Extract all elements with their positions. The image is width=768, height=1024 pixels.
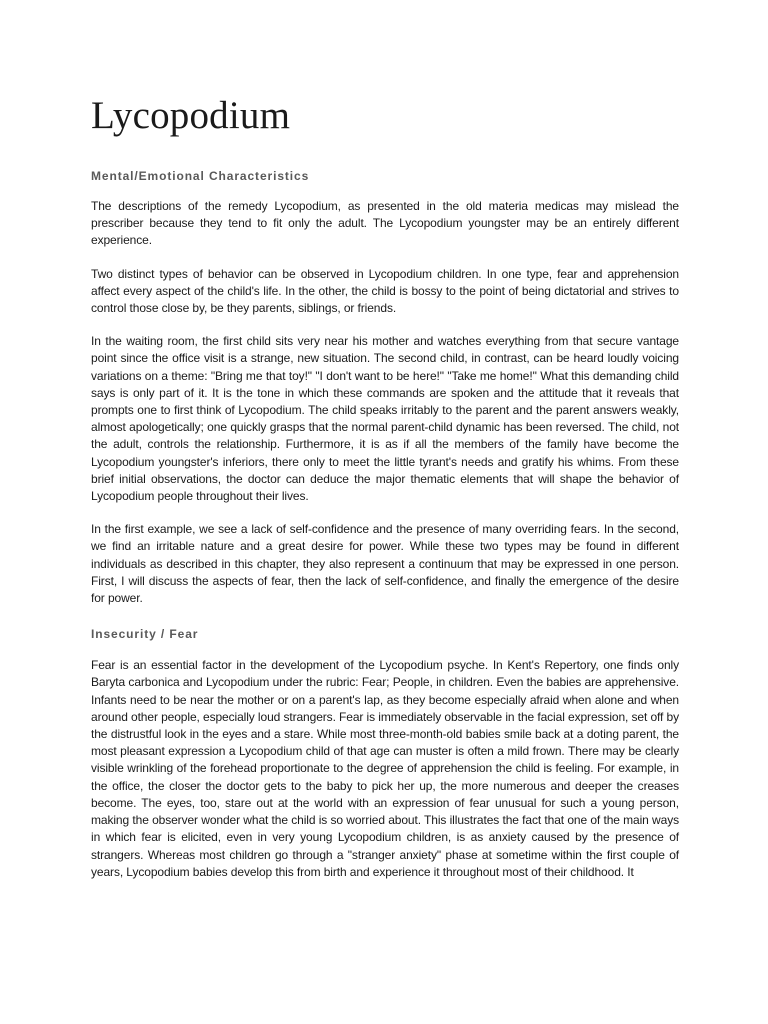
paragraph: The descriptions of the remedy Lycopodium, as presented in the old materia medicas may mislead the prescriber because they tend to fit only the adult. The Lycopodium youngster may be an entirely different experience. [91, 199, 679, 248]
paragraph: In the waiting room, the first child sits very near his mother and watches everything from that secure vantage point since the office visit is a strange, new situation. The second child, in contrast, can be heard loudly voicing variations on a theme: "Bring me that toy!" "I don't want to be here!" "Take me home!" What this demanding child says is only part of it. It is the tone in which these commands are spoken and the attitude that it reveals that prompts one to first think of Lycopodium. The child speaks irritably to the parent and the parent answers weakly, almost apologetically; one quickly grasps that the normal parent-child dynamic has been reversed. The child, not the adult, controls the relationship. Furthermore, it is as if all the members of the family have become the Lycopodium youngster's inferiors, there only to meet the little tyrant's needs and gratify his whims. From these brief initial observations, the doctor can deduce the major thematic elements that will shape the behavior of Lycopodium people throughout their lives. [91, 334, 679, 504]
paragraph: Fear is an essential factor in the development of the Lycopodium psyche. In Kent's Repertory, one finds only Baryta carbonica and Lycopodium under the rubric: Fear; People, in children. Even the babies are apprehensive. Infants need to be near the mother or on a parent's lap, as they become especially afraid when alone and when around other people, especially loud strangers. Fear is immediately observable in the facial expression, set off by the distrustful look in the eyes and a stare. While most three-month-old babies smile back at a doting parent, the most pleasant expression a Lycopodium child of that age can muster is often a mild frown. There may be clearly visible wrinkling of the forehead proportionate to the degree of apprehension the child is feeling. For example, in the office, the closer the doctor gets to the baby to pick her up, the more numerous and deeper the creases become. The eyes, too, stare out at the world with an expression of fear unusual for such a young person, making the observer wonder what the child is so worried about. This illustrates the fact that one of the main ways in which fear is elicited, even in very young Lycopodium children, is as anxiety caused by the presence of strangers. Whereas most children go through a "stranger anxiety" phase at sometime within the first couple of years, Lycopodium babies develop this from birth and experience it throughout most of their childhood. It [91, 658, 679, 879]
paragraph: Two distinct types of behavior can be observed in Lycopodium children. In one type, fear and apprehension affect every aspect of the child's life. In the other, the child is bossy to the point of being dictatorial and strives to control those close by, be they parents, siblings, or friends. [91, 266, 679, 316]
section-heading-insecurity-fear: Insecurity / Fear [91, 627, 199, 642]
document-page [91, 92, 679, 881]
section-heading-mental-emotional: Mental/Emotional Characteristics [91, 169, 310, 183]
paragraph: In the first example, we see a lack of self-confidence and the presence of many overriding fears. In the second, we find an irritable nature and a great desire for power. While these two types may be found in different individuals as described in this chapter, they also represent a continuum that may be expressed in one person. First, I will discuss the aspects of fear, then the lack of self-confidence, and finally the emergence of the desire for power. [91, 522, 679, 606]
document-title: Lycopodium [91, 94, 291, 137]
